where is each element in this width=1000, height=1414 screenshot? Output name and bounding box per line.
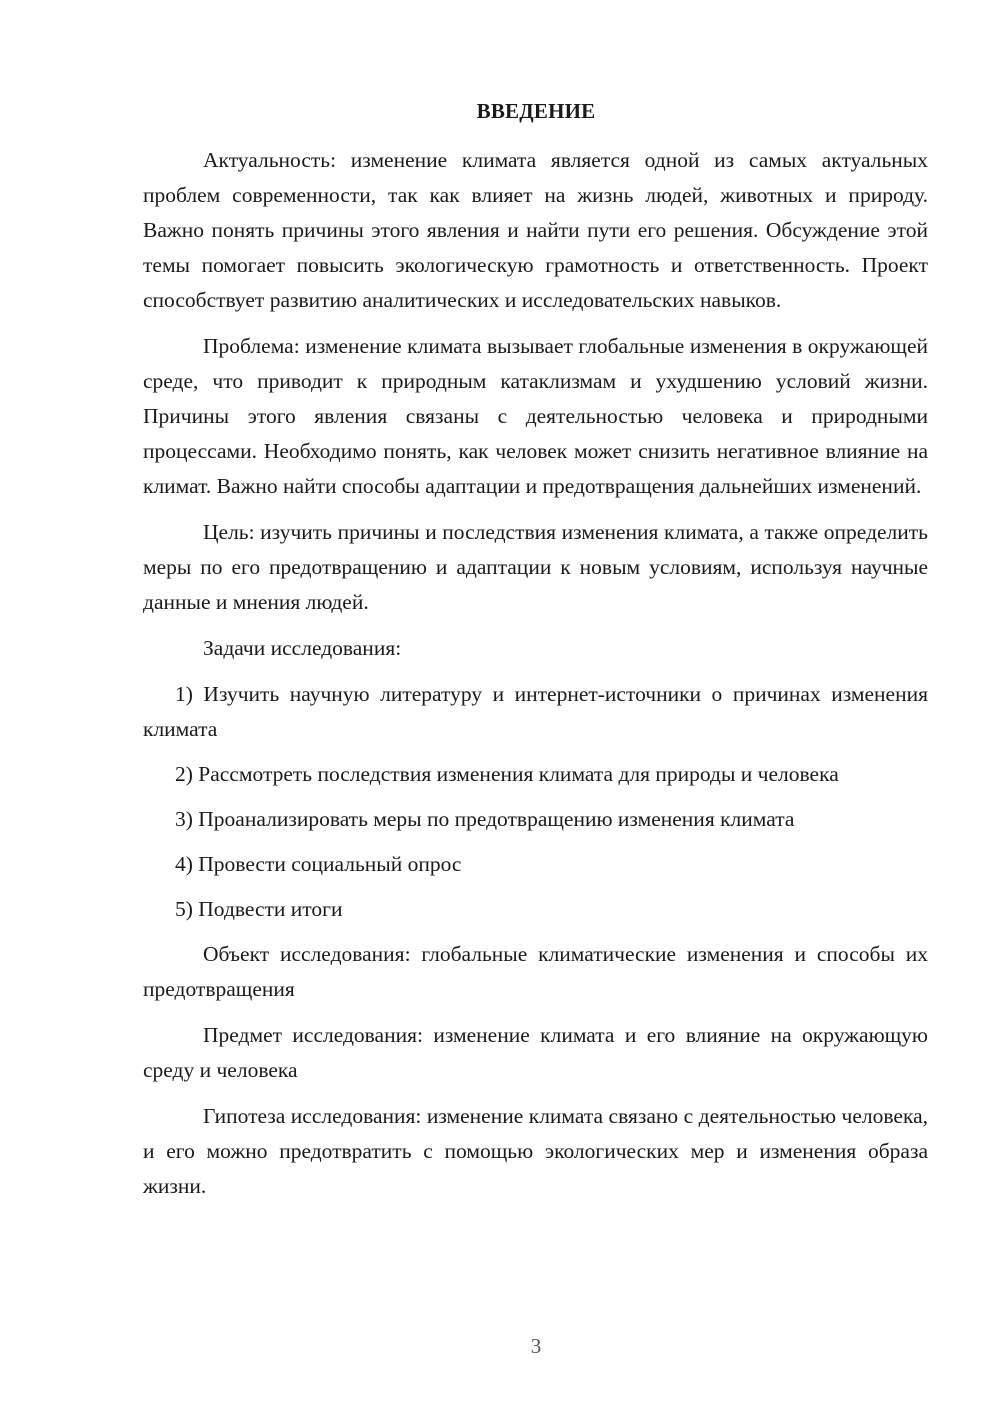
list-item: 1) Изучить научную литературу и интернет-источники о причинах изменения климата <box>143 682 928 741</box>
list-item: 2) Рассмотреть последствия изменения климата для природы и человека <box>175 762 839 786</box>
list-item: 5) Подвести итоги <box>175 897 343 921</box>
tasks-heading: Задачи исследования: <box>203 636 402 660</box>
document-body <box>143 143 928 1215</box>
paragraph-problem: Проблема: изменение климата вызывает глобальные изменения в окружающей среде, что приводит к природным катаклизмам и ухудшению условий жизни. Причины этого явления связаны с деятельностью человека и природными процессами. Необходимо понять, как человек может снизить негативное влияние на климат. Важно найти способы адаптации и предотвращения дальнейших изменений. <box>143 334 928 498</box>
list-item: 3) Проанализировать меры по предотвращению изменения климата <box>175 807 795 831</box>
list-item: 4) Провести социальный опрос <box>175 852 462 876</box>
paragraph-hypothesis: Гипотеза исследования: изменение климата связано с деятельностью человека, и его можно предотвратить с помощью экологических мер и изменения образа жизни. <box>143 1104 928 1198</box>
paragraph-subject: Предмет исследования: изменение климата и его влияние на окружающую среду и человека <box>143 1023 928 1082</box>
section-title: ВВЕДЕНИЕ <box>476 99 596 123</box>
paragraph-relevance: Актуальность: изменение климата является одной из самых актуальных проблем современности, так как влияет на жизнь людей, животных и природу. Важно понять причины этого явления и найти пути его решения. Обсуждение этой темы помогает повысить экологическую грамотность и ответственность. Проект способствует развитию аналитических и исследовательских навыков. <box>143 148 928 312</box>
paragraph-object: Объект исследования: глобальные климатические изменения и способы их предотвращения <box>143 942 928 1001</box>
page-number: 3 <box>530 1334 542 1358</box>
paragraph-goal: Цель: изучить причины и последствия изменения климата, а также определить меры по его предотвращению и адаптации к новым условиям, используя научные данные и мнения людей. <box>143 520 928 614</box>
